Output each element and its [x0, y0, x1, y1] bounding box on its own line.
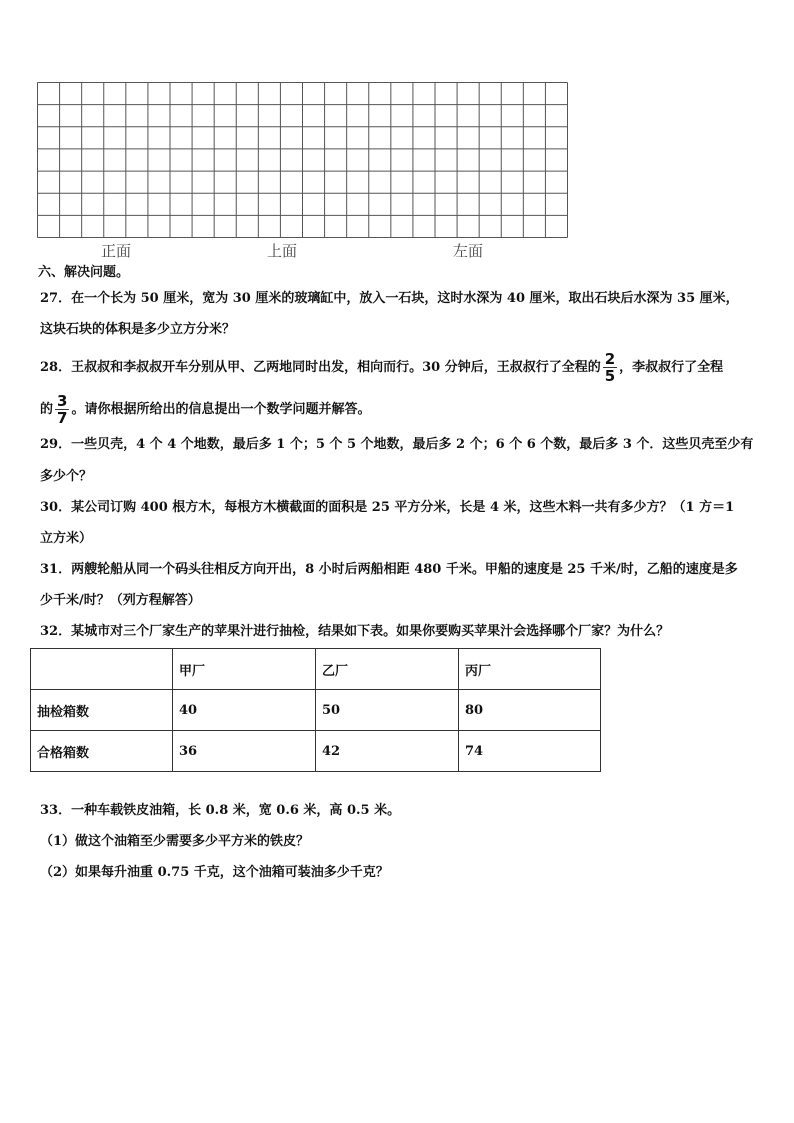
q29-line2: 多少个？ — [40, 469, 93, 484]
drawing-grid — [37, 82, 568, 238]
q27-line1: 27．在一个长为 50 厘米，宽为 30 厘米的玻璃缸中，放入一石块，这时水深为 40 厘米，取出石块后水深为 35 厘米， — [40, 291, 739, 306]
table-cell: 40 — [173, 690, 316, 731]
table-row-label: 抽检箱数 — [31, 690, 173, 731]
q32-line1: 32．某城市对三个厂家生产的苹果汁进行抽检，结果如下表。如果你要购买苹果汁会选择哪个厂家？为什么？ — [40, 624, 670, 639]
table-header-cell: 甲厂 — [173, 649, 316, 690]
q33-line1: 33．一种车载铁皮油箱，长 0.8 米，宽 0.6 米，高 0.5 米。 — [40, 803, 401, 818]
left-view-label: 左面 — [453, 242, 484, 260]
q30-line2: 立方米） — [40, 531, 93, 546]
q28-text-b: ，李叔叔行了全程 — [619, 360, 724, 375]
table-cell: 42 — [316, 731, 459, 772]
table-cell: 50 — [316, 690, 459, 731]
q31-line2: 少千米/时？（列方程解答） — [40, 593, 201, 608]
table-row — [31, 690, 601, 731]
grid-lines — [37, 82, 568, 238]
fraction-3-7 — [55, 393, 69, 426]
q30-line1: 30．某公司订购 400 根方木，每根方木横截面的面积是 25 平方分米，长是 4 米，这些木料一共有多少方？（1 方＝1 — [40, 500, 735, 515]
front-view-label: 正面 — [101, 242, 132, 260]
table-cell — [31, 649, 173, 690]
q27-line2: 这块石块的体积是多少立方分米？ — [40, 322, 236, 337]
q28-line1 — [40, 350, 723, 386]
table-cell: 74 — [459, 731, 601, 772]
q28-text-c: 的 — [40, 402, 54, 417]
fraction-numerator: 2 — [604, 350, 616, 368]
fraction-numerator: 3 — [57, 392, 68, 410]
table-row — [31, 731, 601, 772]
inspection-table — [30, 648, 601, 772]
table-header-cell: 丙厂 — [459, 649, 601, 690]
q28-text-a: 28．王叔叔和李叔叔开车分别从甲、乙两地同时出发，相向而行。30 分钟后，王叔叔行了全程的 — [40, 360, 601, 375]
q33-sub1: （1）做这个油箱至少需要多少平方米的铁皮？ — [40, 834, 310, 849]
table-cell: 36 — [173, 731, 316, 772]
q29-line1: 29．一些贝壳，4 个 4 个地数，最后多 1 个；5 个 5 个地数，最后多 2 个；6 个 6 个数，最后多 3 个．这些贝壳至少有 — [40, 437, 754, 452]
table-header-cell: 乙厂 — [316, 649, 459, 690]
section-title: 六、解决问题。 — [38, 265, 130, 280]
fraction-denominator: 7 — [57, 409, 68, 427]
q33-sub2: （2）如果每升油重 0.75 千克，这个油箱可装油多少千克？ — [40, 865, 389, 880]
q28-line2 — [40, 392, 370, 428]
table-header-row — [31, 649, 601, 690]
table-cell: 80 — [459, 690, 601, 731]
fraction-2-5 — [603, 351, 617, 384]
table-row-label: 合格箱数 — [31, 731, 173, 772]
top-view-label: 上面 — [267, 242, 298, 260]
q31-line1: 31．两艘轮船从同一个码头往相反方向开出，8 小时后两船相距 480 千米。甲船的速度是 25 千米/时，乙船的速度是多 — [40, 562, 738, 577]
q28-text-d: 。请你根据所给出的信息提出一个数学问题并解答。 — [71, 402, 371, 417]
fraction-denominator: 5 — [604, 367, 616, 385]
